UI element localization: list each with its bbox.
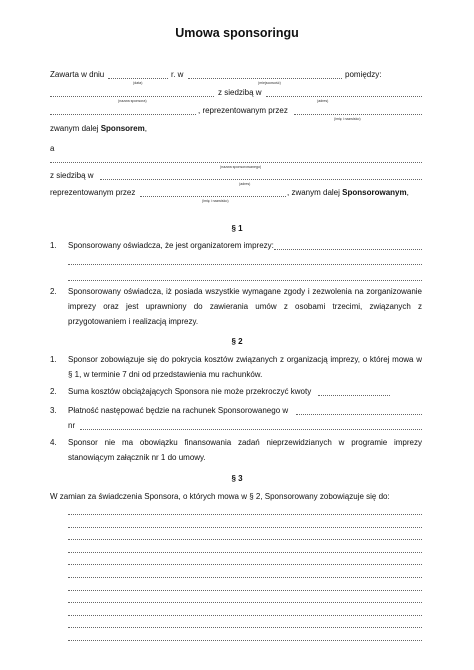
place-field[interactable] <box>188 78 342 79</box>
s1-item1-text: Sponsorowany oświadcza, że jest organizatorem imprezy: <box>68 241 274 250</box>
s1-item2-num: 2. <box>50 287 57 296</box>
obligation-line[interactable] <box>68 514 422 515</box>
s1-item2-text: Sponsorowany oświadcza, iż posiada wszystkie wymagane zgody i zezwolenia na zorganizowanie imprezy oraz jest uprawniony do zawierania umów z osobami trzecimi, związanych z przygotowaniem i realizacją imprezy. <box>68 287 422 326</box>
obligation-line[interactable] <box>68 627 422 628</box>
amount-field[interactable] <box>318 395 390 396</box>
sponsored-def-prefix: , zwanym dalej <box>287 188 340 197</box>
sponsor-address-field[interactable] <box>266 96 422 97</box>
obligation-line[interactable] <box>68 615 422 616</box>
intro-siedziba: z siedzibą w <box>218 88 262 97</box>
party2-reprezentowanym: reprezentowanym przez <box>50 188 136 197</box>
obligation-line[interactable] <box>68 640 422 641</box>
s2-item1-num: 1. <box>50 355 57 364</box>
obligation-line[interactable] <box>68 590 422 591</box>
sponsor-def-comma: , <box>144 124 147 133</box>
sponsor-rep-field[interactable] <box>294 114 422 115</box>
sponsor-name-hint: (nazwa sponsora) <box>118 99 147 103</box>
sponsor-def-prefix: zwanym dalej <box>50 124 99 133</box>
obligation-line[interactable] <box>68 564 422 565</box>
sponsor-extra-field[interactable] <box>50 114 196 115</box>
s3-text: W zamian za świadczenia Sponsora, o których mowa w § 2, Sponsorowany zobowiązuje się do: <box>50 492 390 501</box>
s2-item4-text: Sponsor nie ma obowiązku finansowania zadań nieprzewidzianych w programie imprezy stanowiącym załącznik nr 1 do umowy. <box>68 438 422 462</box>
s2-item2-text: Suma kosztów obciążających Sponsora nie może przekroczyć kwoty <box>68 387 312 396</box>
obligation-line[interactable] <box>68 539 422 540</box>
intro-pomiedzy: pomiędzy: <box>345 70 382 79</box>
s2-item3-text: Płatność następować będzie na rachunek Sponsorowanego w <box>68 406 289 415</box>
sponsored-rep-field[interactable] <box>140 196 286 197</box>
sponsored-def-comma: , <box>406 188 409 197</box>
party2-a: a <box>50 144 55 153</box>
s2-item3-num: 3. <box>50 406 57 415</box>
sponsored-address-hint: (adres) <box>239 182 251 186</box>
sponsored-definition <box>287 188 409 198</box>
s2-item1-text: Sponsor zobowiązuje się do pokrycia kosztów związanych z organizacją imprezy, o której mowa w § 1, w terminie 7 dni od przedstawienia mu rachunków. <box>68 355 422 379</box>
intro-zawarta: Zawarta w dniu <box>50 70 105 79</box>
event-line-2[interactable] <box>68 264 422 265</box>
sponsor-rep-hint: (imię i nazwisko) <box>334 117 361 121</box>
section2-heading: § 2 <box>231 337 243 346</box>
obligation-line[interactable] <box>68 527 422 528</box>
bank-field[interactable] <box>296 414 422 415</box>
obligation-line[interactable] <box>68 577 422 578</box>
account-number-field[interactable] <box>80 429 422 430</box>
place-hint: (miejscowość) <box>258 81 281 85</box>
sponsored-rep-hint: (imię i nazwisko) <box>202 199 229 203</box>
sponsored-name-hint: (nazwa sponsorowanego) <box>220 165 262 169</box>
party2-siedziba: z siedzibą w <box>50 171 94 180</box>
sponsored-name-field[interactable] <box>50 162 422 163</box>
date-field[interactable] <box>108 78 168 79</box>
event-line-3[interactable] <box>68 280 422 281</box>
sponsor-definition <box>50 124 147 134</box>
intro-r-w: r. w <box>171 70 184 79</box>
s2-item3-nr: nr <box>68 421 76 430</box>
document-title: Umowa sponsoringu <box>175 26 299 40</box>
section3-heading: § 3 <box>231 474 243 483</box>
event-name-field[interactable] <box>274 249 422 250</box>
date-hint: (data) <box>133 81 143 85</box>
sponsor-term: Sponsorem <box>100 124 145 133</box>
sponsor-address-hint: (adres) <box>317 99 329 103</box>
sponsored-address-field[interactable] <box>100 179 422 180</box>
intro-reprezentowanym: , reprezentowanym przez <box>198 106 288 115</box>
section1-heading: § 1 <box>231 224 243 233</box>
s2-item2-num: 2. <box>50 387 57 396</box>
obligation-line[interactable] <box>68 602 422 603</box>
sponsored-term: Sponsorowanym <box>342 188 407 197</box>
obligation-line[interactable] <box>68 552 422 553</box>
s2-item4-num: 4. <box>50 438 57 447</box>
sponsor-name-field[interactable] <box>50 96 214 97</box>
s1-item1-num: 1. <box>50 241 57 250</box>
